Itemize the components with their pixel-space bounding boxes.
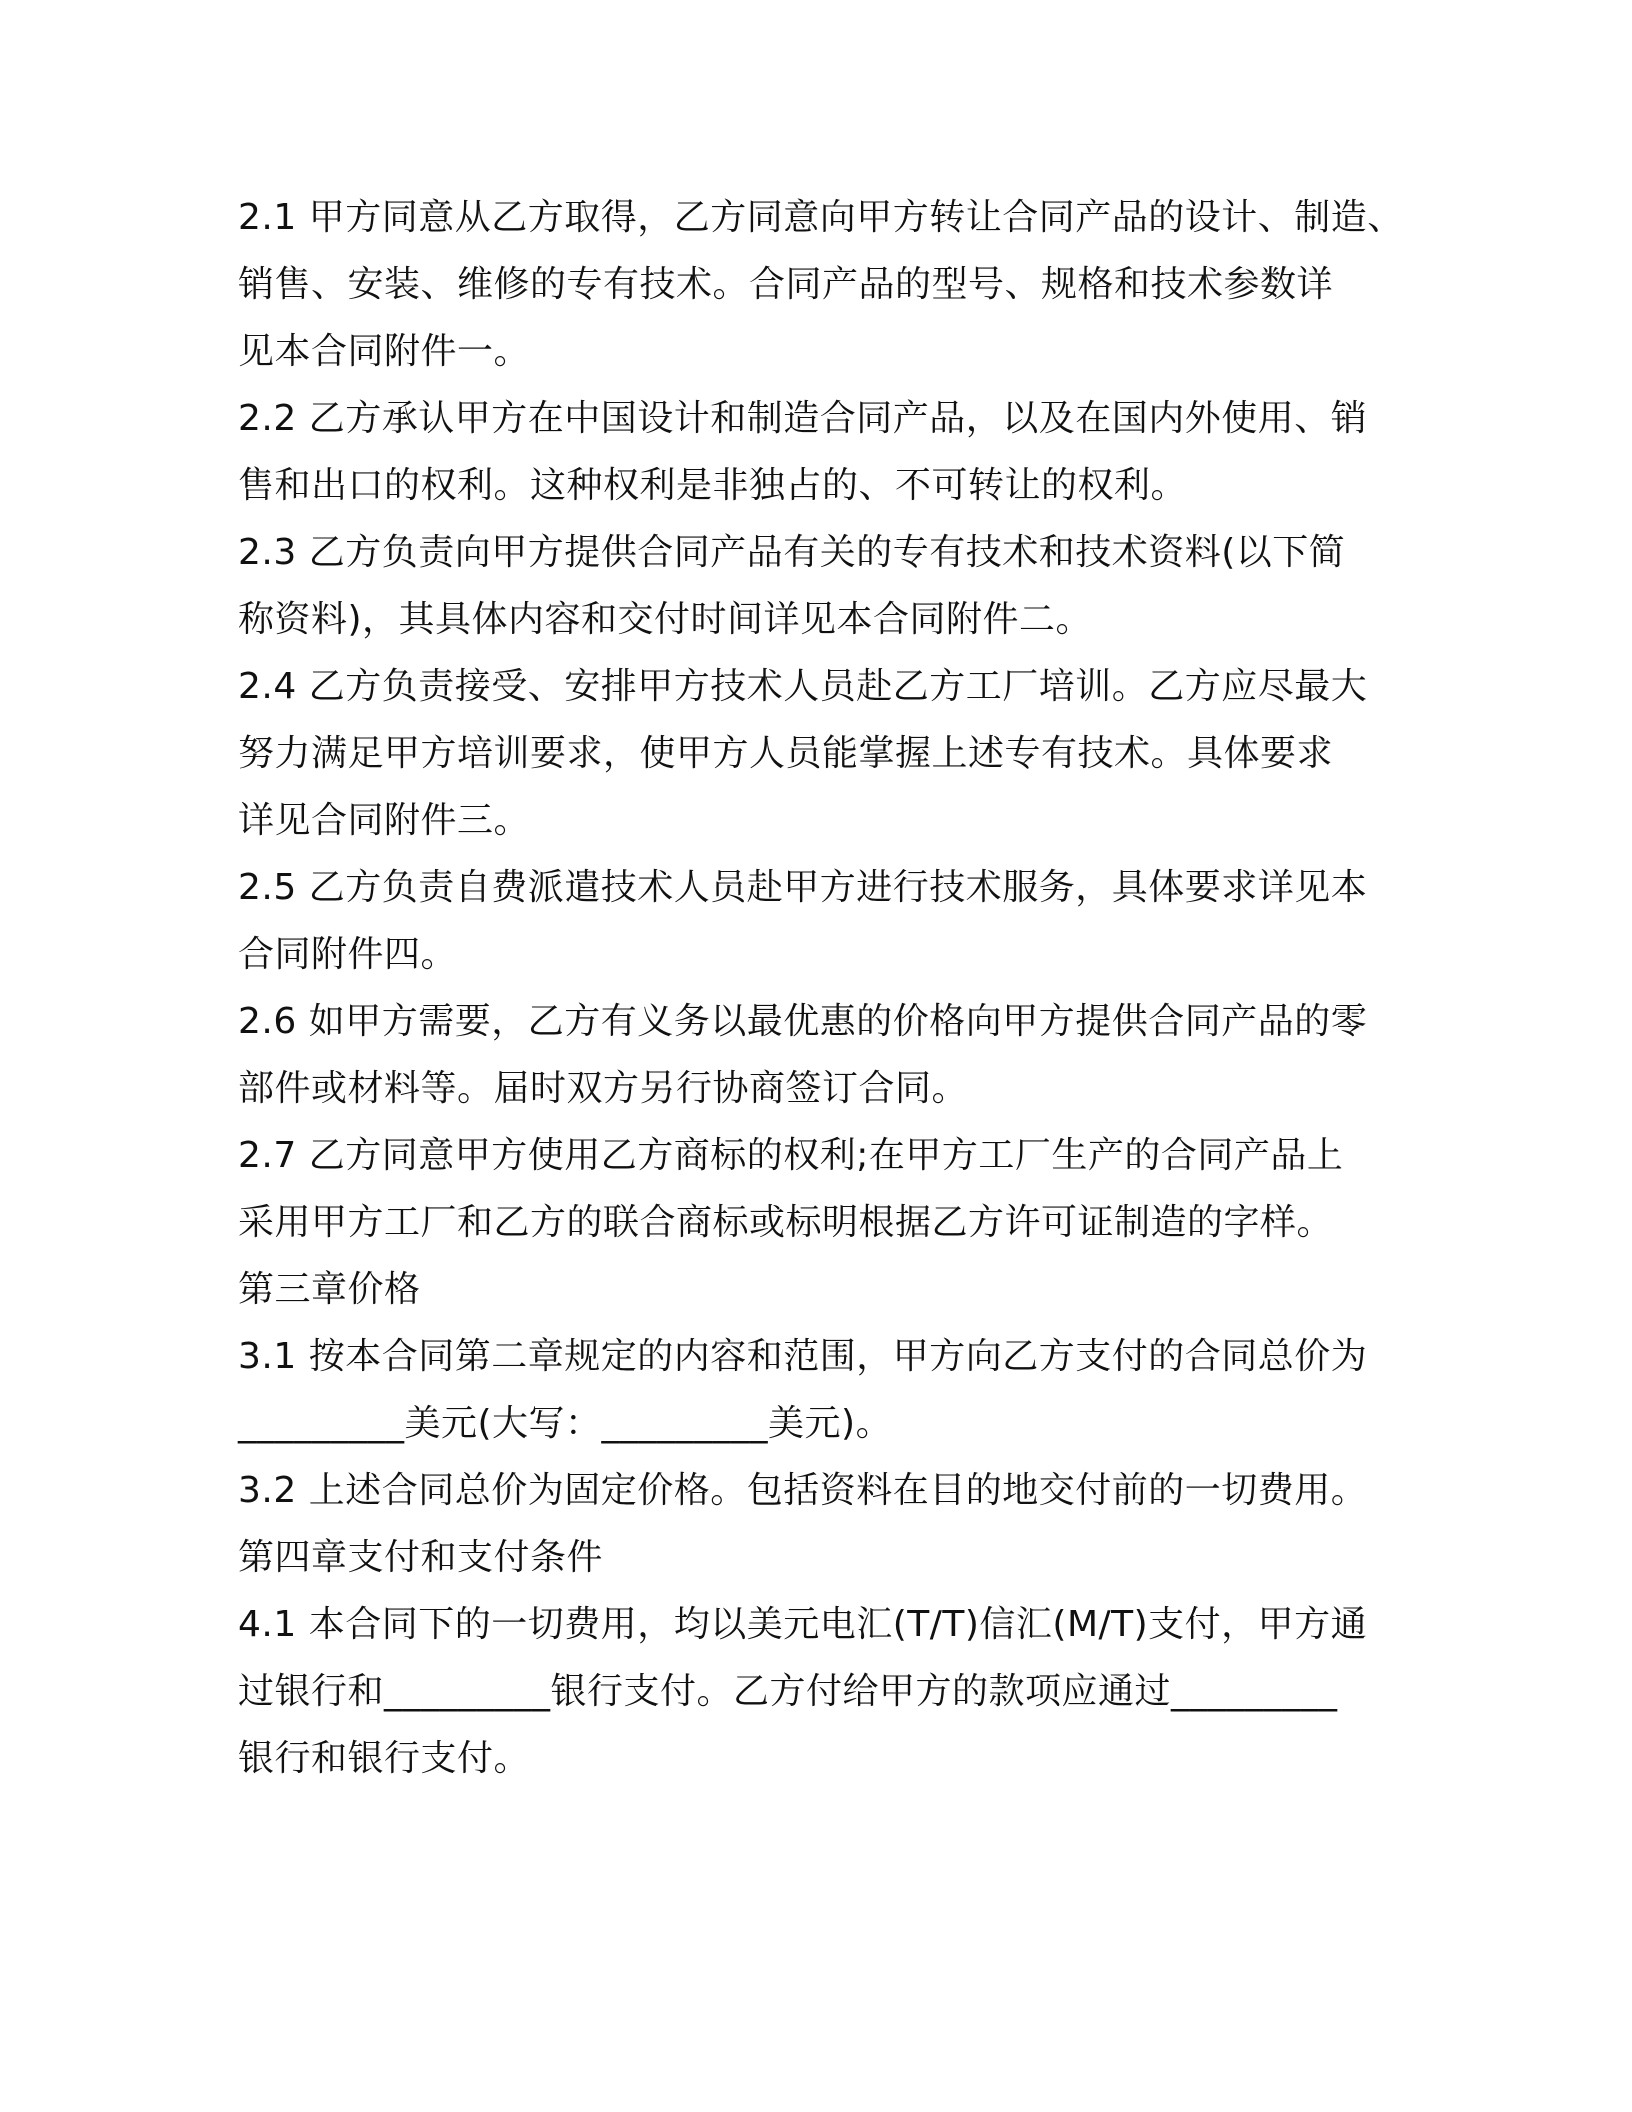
text-line: 称资料)，其具体内容和交付时间详见本合同附件二。 bbox=[238, 599, 1093, 640]
text-line: 2.2 乙方承认甲方在中国设计和制造合同产品，以及在国内外使用、销 bbox=[238, 398, 1368, 439]
text-line: 2.7 乙方同意甲方使用乙方商标的权利;在甲方工厂生产的合同产品上 bbox=[238, 1135, 1344, 1176]
text-line: 2.3 乙方负责向甲方提供合同产品有关的专有技术和技术资料(以下简 bbox=[238, 532, 1346, 573]
text-line: 见本合同附件一。 bbox=[238, 331, 531, 372]
text-line: 部件或材料等。届时双方另行协商签订合同。 bbox=[238, 1068, 969, 1109]
text-line: 售和出口的权利。这种权利是非独占的、不可转让的权利。 bbox=[238, 465, 1188, 506]
text-line: 银行和银行支付。 bbox=[238, 1738, 531, 1779]
text-line: 2.4 乙方负责接受、安排甲方技术人员赴乙方工厂培训。乙方应尽最大 bbox=[238, 666, 1368, 707]
chapter-heading: 第四章支付和支付条件 bbox=[238, 1537, 604, 1578]
text-line: 3.1 按本合同第二章规定的内容和范围，甲方向乙方支付的合同总价为 bbox=[238, 1336, 1368, 1377]
contract-text bbox=[238, 184, 1418, 1792]
text-line: 采用甲方工厂和乙方的联合商标或标明根据乙方许可证制造的字样。 bbox=[238, 1202, 1334, 1243]
text-line: 2.5 乙方负责自费派遣技术人员赴甲方进行技术服务，具体要求详见本 bbox=[238, 867, 1368, 908]
chapter-heading: 第三章价格 bbox=[238, 1269, 421, 1310]
text-line: 销售、安装、维修的专有技术。合同产品的型号、规格和技术参数详 bbox=[238, 264, 1334, 305]
text-line: 努力满足甲方培训要求，使甲方人员能掌握上述专有技术。具体要求 bbox=[238, 733, 1334, 774]
text-line: 2.6 如甲方需要，乙方有义务以最优惠的价格向甲方提供合同产品的零 bbox=[238, 1001, 1368, 1042]
text-line: 合同附件四。 bbox=[238, 934, 458, 975]
text-line: _________美元(大写：_________美元)。 bbox=[238, 1403, 893, 1444]
text-line: 2.1 甲方同意从乙方取得，乙方同意向甲方转让合同产品的设计、制造、 bbox=[238, 197, 1404, 238]
text-line: 4.1 本合同下的一切费用，均以美元电汇(T/T)信汇(M/T)支付，甲方通 bbox=[238, 1604, 1368, 1645]
text-line: 详见合同附件三。 bbox=[238, 800, 531, 841]
text-line: 3.2 上述合同总价为固定价格。包括资料在目的地交付前的一切费用。 bbox=[238, 1470, 1368, 1511]
text-line: 过银行和_________银行支付。乙方付给甲方的款项应通过_________ bbox=[238, 1671, 1338, 1712]
